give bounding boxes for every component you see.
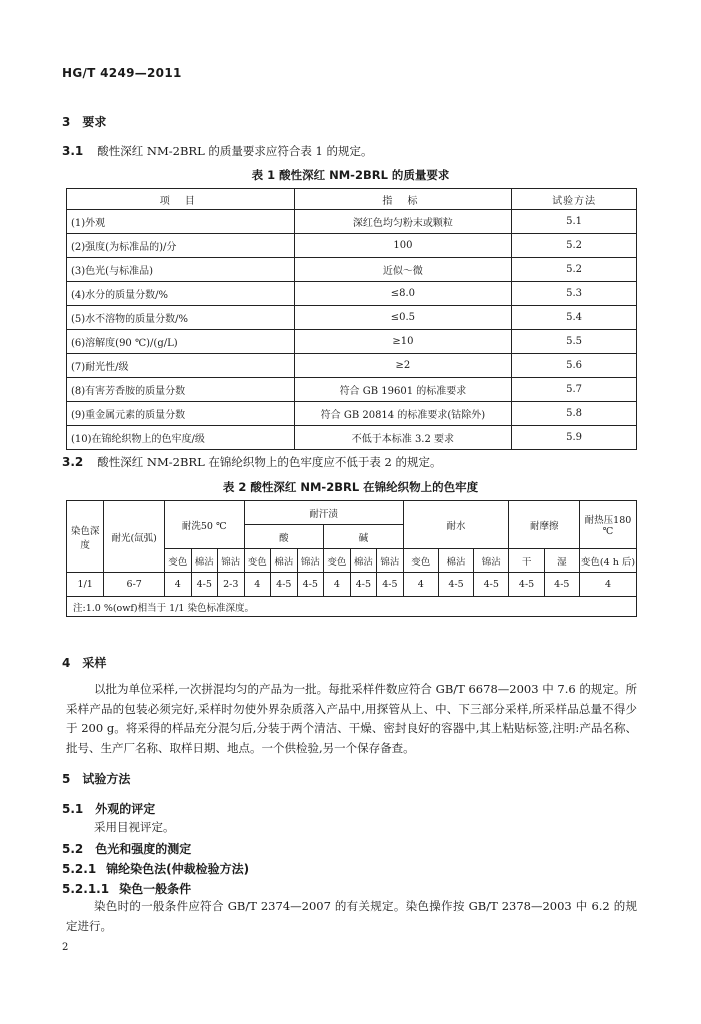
section-5-heading: 5 试验方法 <box>62 772 131 786</box>
table1-caption: 表 1 酸性深红 NM-2BRL 的质量要求 <box>251 168 450 182</box>
clause-text: 酸性深红 NM-2BRL 的质量要求应符合表 1 的规定。 <box>97 144 373 158</box>
clause-5-2-1-1-paragraph: 染色时的一般条件应符合 GB/T 2374—2007 的有关规定。染色操作按 GB/T 2378—2003 中 6.2 的规定进行。 <box>66 899 637 933</box>
table2-caption: 表 2 酸性深红 NM-2BRL 在锦纶织物上的色牢度 <box>222 480 479 494</box>
col-header-index: 指 标 <box>294 189 512 210</box>
header-wash: 耐洗50 ℃ <box>165 501 245 549</box>
page-number: 2 <box>62 942 69 953</box>
table-row: (1)外观 深红色均匀粉末或颗粒 5.1 <box>67 210 637 234</box>
clause-number: 3.2 <box>62 455 84 469</box>
clause-5-2-1-heading: 5.2.1 锦纶染色法(仲裁检验方法) <box>62 862 250 876</box>
table-note-row <box>67 597 637 617</box>
table-header-row <box>67 501 637 525</box>
header-alkali: 碱 <box>324 525 404 549</box>
header-heat: 耐热压180 ℃ <box>579 501 636 549</box>
table-row: (2)强度(为标准品的)/分 100 5.2 <box>67 234 637 258</box>
clause-text: 酸性深红 NM-2BRL 在锦纶织物上的色牢度应不低于表 2 的规定。 <box>97 455 442 469</box>
color-fastness-table <box>66 500 637 617</box>
header-sweat: 耐汗渍 <box>244 501 403 525</box>
sampling-paragraph: 以批为单位采样,一次拼混均匀的产品为一批。每批采样件数应符合 GB/T 6678—2003 中 7.6 的规定。所采样产品的包装必须完好,采样时勿使外界杂质落入产品中,用探管从上、中、下三部分采样,所采样品总量不得少于 200 g。将采得的样品充分混匀后,分装于两个清洁、干燥、密封良好的容器中,其上粘贴标签,注明:产品名称、批号、生产厂名称、取样日期、地点。一个供检验,另一个保存备查。 <box>66 682 637 755</box>
section-title: 要求 <box>82 115 107 129</box>
clause-3-2 <box>62 453 442 471</box>
table-note: 注:1.0 %(owf)相当于 1/1 染色标准深度。 <box>67 597 637 617</box>
header-light: 耐光(氙弧) <box>104 501 165 573</box>
clause-5-1-text: 采用目视评定。 <box>94 820 175 834</box>
section-4-heading: 4 采样 <box>62 656 107 670</box>
section-3-heading <box>62 113 106 130</box>
col-header-item: 项 目 <box>67 189 295 210</box>
table-row: (5)水不溶物的质量分数/% ≤0.5 5.4 <box>67 306 637 330</box>
table-row: 1/1 6-7 4 4-5 2-3 4 4-5 4-5 4 4-5 4-5 4 4-5 4-5 4-5 4-5 4 <box>67 573 637 597</box>
clause-5-1-heading: 5.1 外观的评定 <box>62 802 156 816</box>
col-header-method: 试验方法 <box>512 189 637 210</box>
table-row: (7)耐光性/级 ≥2 5.6 <box>67 354 637 378</box>
clause-5-2-heading: 5.2 色光和强度的测定 <box>62 842 192 856</box>
clause-3-1 <box>62 142 373 160</box>
table-row: (3)色光(与标准品) 近似～微 5.2 <box>67 258 637 282</box>
table-row: (6)溶解度(90 ℃)/(g/L) ≥10 5.5 <box>67 330 637 354</box>
table-header-row <box>67 189 637 210</box>
clause-5-2-1-1-heading: 5.2.1.1 染色一般条件 <box>62 882 192 896</box>
table-subheader-row: 变色 棉沾 锦沾 变色 棉沾 锦沾 变色 棉沾 锦沾 变色 棉沾 锦沾 干 湿 变色(4 h 后) <box>67 549 637 573</box>
page-header: HG/T 4249—2011 <box>62 66 182 80</box>
quality-requirements-table <box>66 188 637 450</box>
table-row: (8)有害芳香胺的质量分数 符合 GB 19601 的标准要求 5.7 <box>67 378 637 402</box>
section-number: 3 <box>62 115 71 129</box>
clause-number: 3.1 <box>62 144 84 158</box>
header-water: 耐水 <box>403 501 509 549</box>
table-row: (9)重金属元素的质量分数 符合 GB 20814 的标准要求(钴除外) 5.8 <box>67 402 637 426</box>
table-row: (10)在锦纶织物上的色牢度/级 不低于本标准 3.2 要求 5.9 <box>67 426 637 450</box>
header-rub: 耐摩擦 <box>509 501 580 549</box>
header-acid: 酸 <box>244 525 324 549</box>
header-depth: 染色深度 <box>67 501 104 573</box>
table-row: (4)水分的质量分数/% ≤8.0 5.3 <box>67 282 637 306</box>
